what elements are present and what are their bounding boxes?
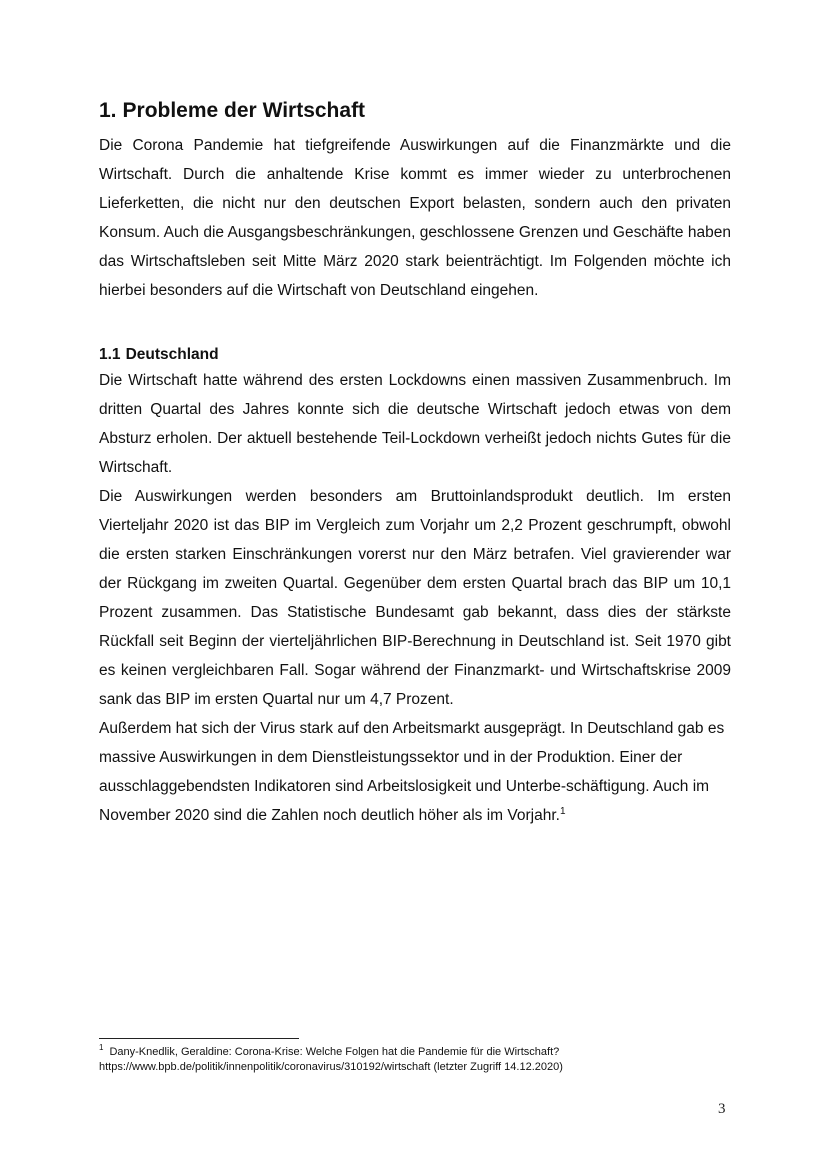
- footnote-separator: [99, 1038, 299, 1039]
- footnote-citation: Dany-Knedlik, Geraldine: Corona-Krise: Welche Folgen hat die Pandemie für die Wirtschaft?: [109, 1046, 560, 1058]
- footnote-line-2: [99, 1060, 739, 1075]
- footnote-reference[interactable]: 1: [559, 805, 566, 817]
- section-heading: [99, 97, 731, 125]
- footnote-marker: 1: [99, 1043, 104, 1053]
- footnote-access-note: (letzter Zugriff 14.12.2020): [433, 1061, 563, 1073]
- subsection-title: Deutschland: [125, 346, 219, 363]
- subsection-heading: [99, 343, 731, 366]
- arbeitsmarkt-text: Außerdem hat sich der Virus stark auf den Arbeitsmarkt ausgeprägt. In Deutschland gab es massive Auswirkungen in dem Dienstleistungssektor und in der Produktion. Einer der ausschlaggebendsten Indikatoren sind Arbeitslosigkeit und Unterbe-schäftigung. Auch im November 2020 sind die Zahlen noch deutlich höher als im Vorjahr.: [99, 720, 725, 824]
- body-paragraph-arbeitsmarkt: [99, 714, 731, 830]
- intro-paragraph: Die Corona Pandemie hat tiefgreifende Auswirkungen auf die Finanzmärkte und die Wirtschaft. Durch die anhaltende Krise kommt es immer wieder zu unterbrochenen Lieferketten, die nicht nur den deutschen Export belasten, sondern auch den privaten Konsum. Auch die Ausgangsbeschränkungen, geschlossene Grenzen und Geschäfte haben das Wirtschaftsleben seit Mitte März 2020 stark beienträchtigt. Im Folgenden möchte ich hierbei besonders auf die Wirtschaft von Deutschland eingehen.: [99, 137, 731, 299]
- page-number: 3: [718, 1101, 726, 1117]
- page-content: [99, 97, 731, 830]
- body-paragraph-bip: Die Auswirkungen werden besonders am Bruttoinlandsprodukt deutlich. Im ersten Vierteljahr 2020 ist das BIP im Vergleich zum Vorjahr um 2,2 Prozent geschrumpft, obwohl die ersten starken Einschränkungen vorerst nur den März betrafen. Viel gravierender war der Rückgang im zweiten Quartal. Gegenüber dem ersten Quartal brach das BIP um 10,1 Prozent zusammen. Das Statistische Bundesamt gab bekannt, dass dies der stärkste Rückfall seit Beginn der vierteljährlichen BIP-Berechnung in Deutschland ist. Seit 1970 gibt es keinen vergleichbaren Fall. Sogar während der Finanzmarkt- und Wirtschaftskrise 2009 sank das BIP im ersten Quartal nur um 4,7 Prozent.: [99, 488, 731, 708]
- footnote-url[interactable]: https://www.bpb.de/politik/innenpolitik/coronavirus/310192/wirtschaft: [99, 1061, 431, 1073]
- section-number: 1.: [99, 99, 117, 122]
- footnote-line-1: [99, 1045, 739, 1060]
- subsection-number: 1.1: [99, 346, 121, 363]
- footnote: [99, 1045, 739, 1075]
- section-title: Probleme der Wirtschaft: [122, 99, 366, 122]
- body-paragraph-lockdown: Die Wirtschaft hatte während des ersten Lockdowns einen massiven Zusammenbruch. Im dritten Quartal des Jahres konnte sich die deutsche Wirtschaft jedoch etwas von dem Absturz erholen. Der aktuell bestehende Teil-Lockdown verheißt jedoch nichts Gutes für die Wirtschaft.: [99, 372, 731, 476]
